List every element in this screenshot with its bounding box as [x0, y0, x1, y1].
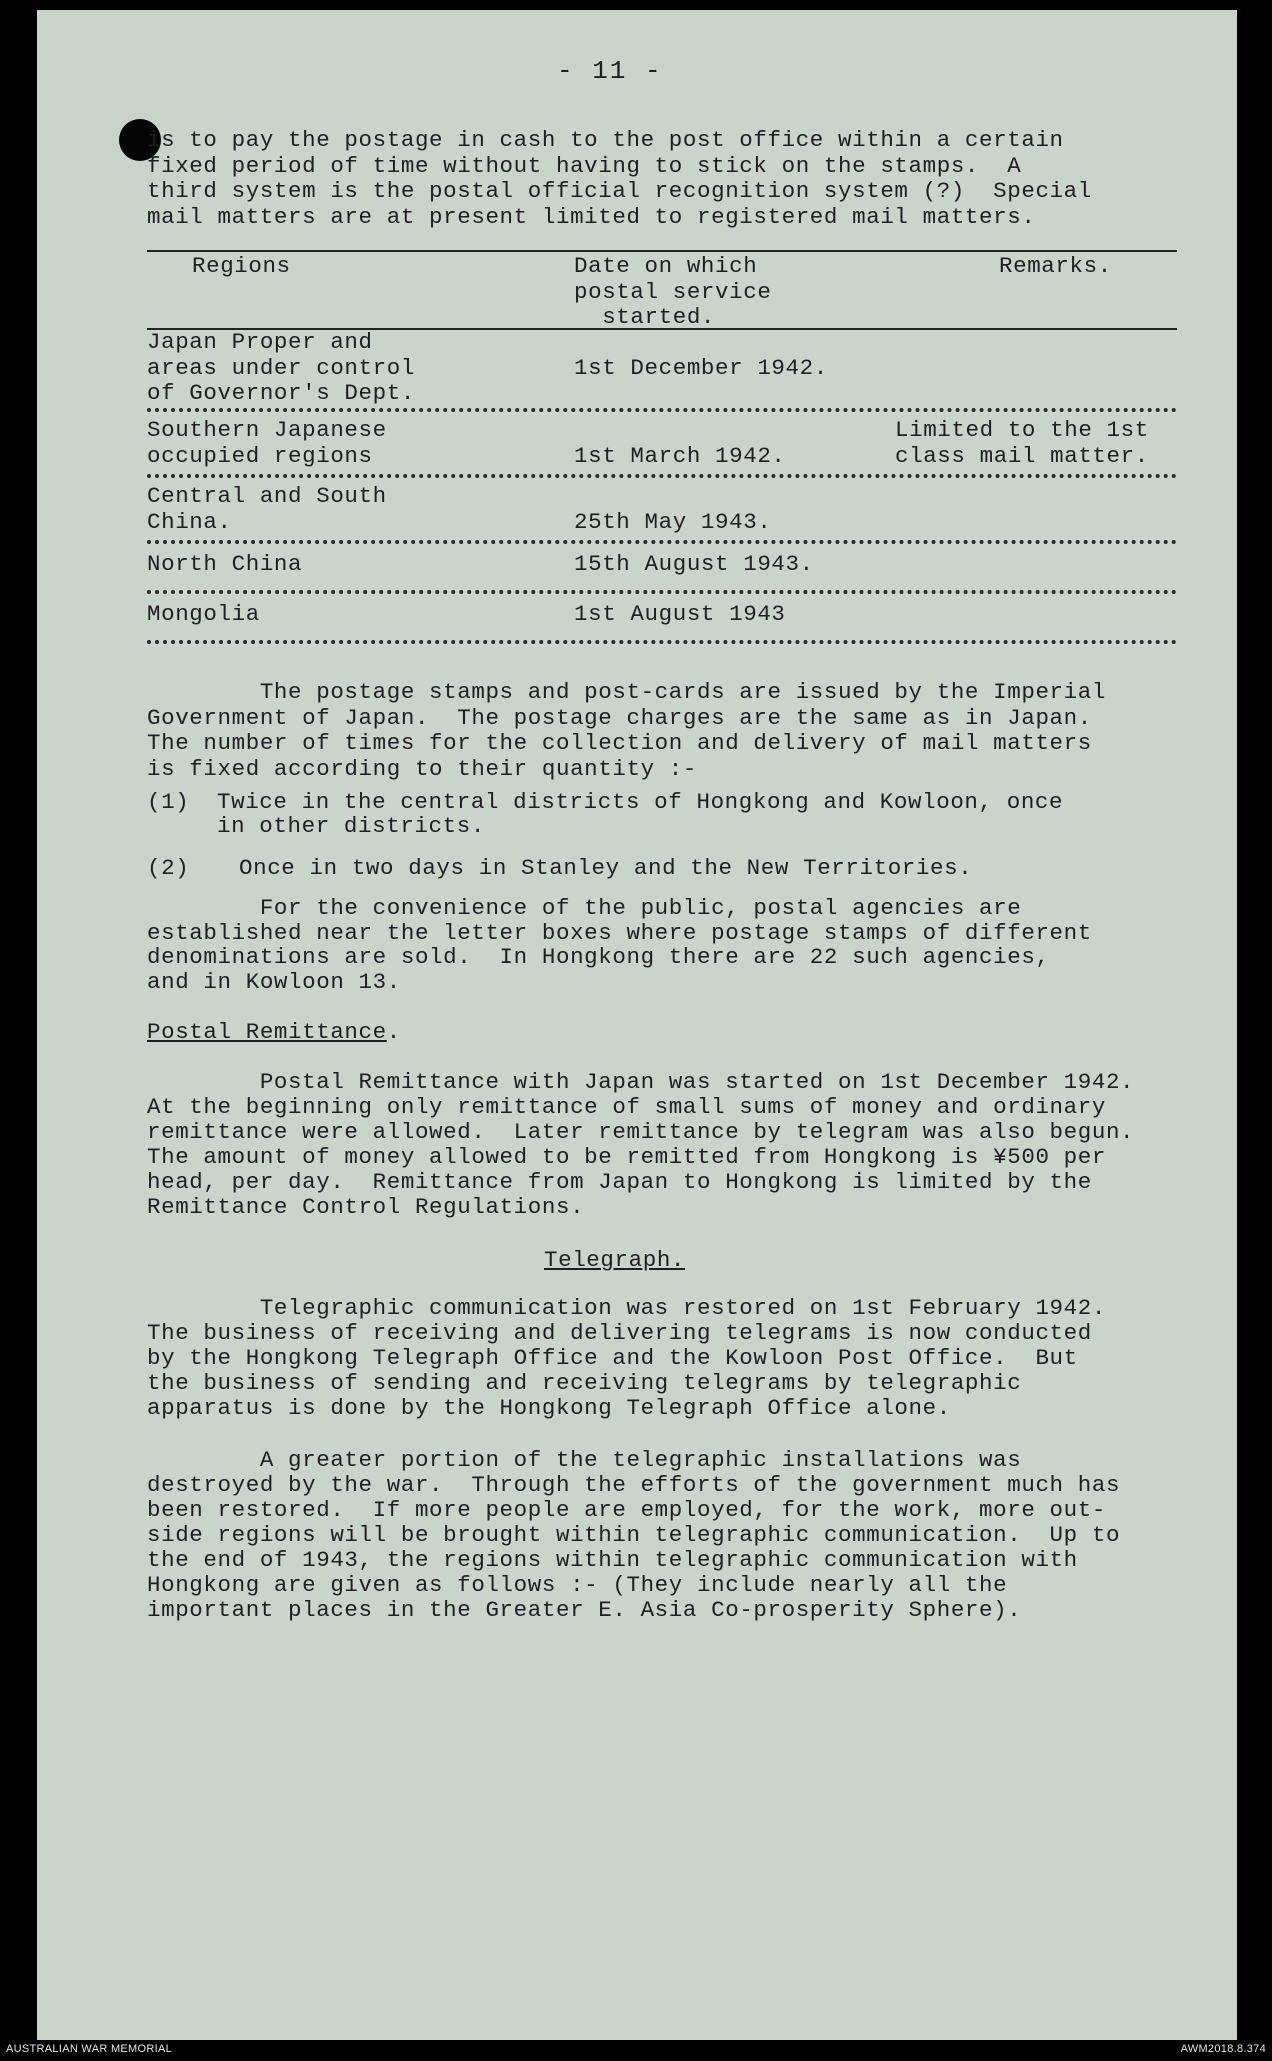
header-regions: Regions — [192, 253, 291, 279]
row-divider — [147, 408, 1177, 412]
row-2-date: 1st March 1942. — [574, 443, 786, 469]
row-4-date: 15th August 1943. — [574, 551, 814, 577]
row-3-region: Central and South China. — [147, 483, 387, 535]
postal-remittance-paragraph: Postal Remittance with Japan was started on 1st December 1942. At the beginning only remittance of small sums of money and ordinary remittance were allowed. Later remittance by telegram was also begun. The amount of money allowed to be remitted from Hongkong is ¥500 per head, per day. Remittance from Japan to Hongkong is limited by the Remittance Control Regulations. — [147, 1069, 1135, 1220]
list-item-2-text: Once in two days in Stanley and the New Territories. — [239, 855, 973, 881]
postal-remittance-heading — [147, 1020, 401, 1046]
list-item-1-number: (1) — [147, 789, 190, 815]
row-5-date: 1st August 1943 — [574, 601, 786, 627]
document-page — [37, 10, 1237, 2040]
agencies-paragraph: For the convenience of the public, postal agencies are established near the letter boxes where postage stamps of different denominations are sold. In Hongkong there are 22 such agencies, and in Kowloon 13. — [147, 895, 1092, 995]
telegraph-paragraph-2: A greater portion of the telegraphic installations was destroyed by the war. Through the efforts of the government much has been restored. If more people are employed, for the work, more out- side regions will be brought within telegraphic communication. Up to the end of 1943, the regions within telegraphic communication with Hongkong are given as follows :- (They include nearly all the important places in the Greater E. Asia Co-prosperity Sphere). — [147, 1447, 1121, 1623]
row-3-date: 25th May 1943. — [574, 509, 772, 535]
row-divider — [147, 540, 1177, 544]
row-5-region: Mongolia — [147, 601, 260, 627]
row-1-region: Japan Proper and areas under control of Governor's Dept. — [147, 329, 415, 406]
telegraph-paragraph-1: Telegraphic communication was restored on 1st February 1942. The business of receiving and delivering telegrams is now conducted by the Hongkong Telegraph Office and the Kowloon Post Office. But the business of sending and receiving telegrams by telegraphic apparatus is done by the Hongkong Telegraph Office alone. — [147, 1295, 1106, 1421]
stamps-paragraph: The postage stamps and post-cards are issued by the Imperial Government of Japan. The postage charges are the same as in Japan. The number of times for the collection and delivery of mail matters is fixed according to their quantity :- — [147, 679, 1106, 782]
list-item-2-number: (2) — [147, 855, 190, 881]
row-divider — [147, 590, 1177, 594]
table-bottom-divider — [147, 640, 1177, 644]
page-number: - 11 - — [557, 56, 663, 86]
row-4-region: North China — [147, 551, 303, 577]
list-item-1-text: Twice in the central districts of Hongkong and Kowloon, once in other districts. — [217, 789, 1064, 839]
row-2-region: Southern Japanese occupied regions — [147, 417, 387, 469]
intro-paragraph: is to pay the postage in cash to the post office within a certain fixed period of time without having to stick on the stamps. A third system is the postal official recognition system (?) Special mail matters are at present limited to registered mail matters. — [147, 127, 1092, 230]
header-remarks: Remarks. — [999, 253, 1112, 279]
heading-period: . — [386, 1019, 401, 1045]
footer-reference: AWM2018.8.374 — [1180, 2043, 1266, 2055]
row-1-date: 1st December 1942. — [574, 355, 828, 381]
postal-remittance-heading-text: Postal Remittance — [147, 1019, 387, 1045]
table-top-rule — [147, 250, 1177, 252]
header-date: Date on which postal service started. — [574, 253, 772, 330]
row-2-remarks: Limited to the 1st class mail matter. — [895, 417, 1149, 469]
telegraph-heading: Telegraph. — [544, 1247, 686, 1273]
footer-institution: AUSTRALIAN WAR MEMORIAL — [6, 2043, 173, 2055]
row-divider — [147, 474, 1177, 478]
